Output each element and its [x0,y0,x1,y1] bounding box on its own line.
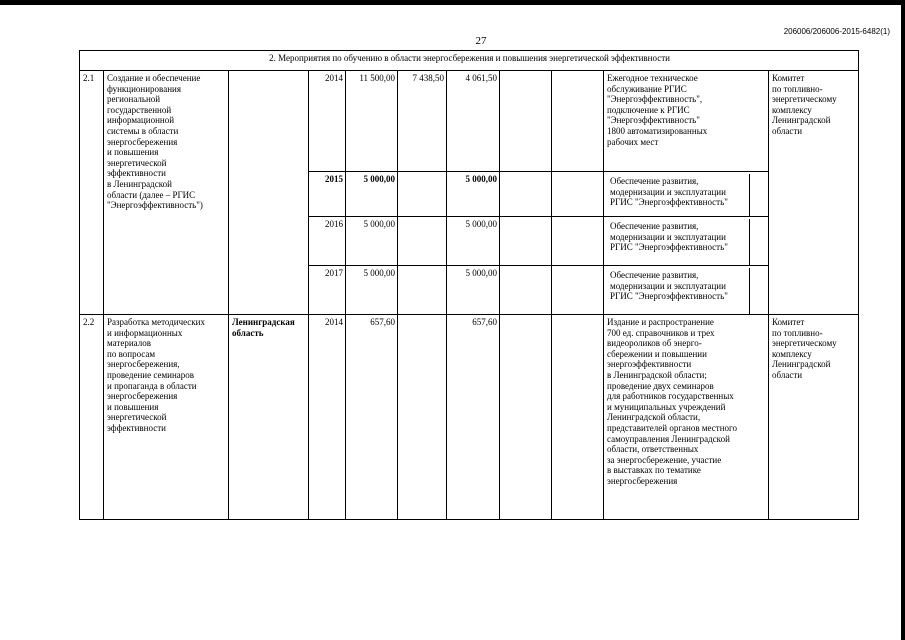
table-row [80,315,859,520]
responsible-body: Комитет по топливно- энергетическому комплексу Ленинградской области [769,315,859,520]
program-activities-table [79,50,859,520]
federal-amount: 7 438,50 [398,71,447,172]
total-amount: 657,60 [346,315,398,520]
regional-amount: 5 000,00 [447,217,500,266]
regional-amount: 5 000,00 [447,172,500,217]
expected-result-cell [604,172,769,217]
activity-name: Создание и обеспечение функционирования региональной государственной информационной системы в области энергосбережения и повышения энергетической эффективности в Ленинградской области (далее – РГИС "Энергоэффективность") [104,71,229,315]
expected-result: Ежегодное техническое обслуживание РГИС "Энергоэффективность", подключение к РГИС "Энергоэффективность" 1800 автоматизированных рабочих мест [604,71,769,172]
empty-cell [500,217,552,266]
empty-cell [500,71,552,172]
federal-amount [398,266,447,315]
section-title: 2. Мероприятия по обучению в области энергосбережения и повышения энергетической эффективности [80,51,859,71]
activity-executor [229,71,309,315]
expected-result-cell [604,217,769,266]
total-amount: 5 000,00 [346,266,398,315]
expected-result: Обеспечение развития, модернизации и эксплуатации РГИС "Энергоэффективность" [607,219,750,266]
expected-result: Издание и распространение 700 ед. справочников и трех видеороликов об энерго- сбережении и повышении энергоэффективности в Ленинградской области; проведение двух семинаров для работников государственных и муниципальных учреждений Ленинградской области, представителей органов местного самоуправления Ленинградской области, ответственных за энергосбережение, участие в выставках по тематике энергосбережения [604,315,769,520]
year-cell: 2017 [309,266,346,315]
total-amount: 5 000,00 [346,217,398,266]
empty-cell [552,217,604,266]
expected-result-cell [604,266,769,315]
activity-executor: Ленинградская область [229,315,309,520]
empty-cell [500,172,552,217]
scan-border-right [901,0,905,640]
expected-result: Обеспечение развития, модернизации и эксплуатации РГИС "Энергоэффективность" [607,174,750,217]
empty-cell [552,71,604,172]
regional-amount: 4 061,50 [447,71,500,172]
federal-amount [398,217,447,266]
empty-cell [500,315,552,520]
empty-cell [552,172,604,217]
table-row [80,71,859,172]
regional-amount: 5 000,00 [447,266,500,315]
year-cell: 2016 [309,217,346,266]
total-amount: 11 500,00 [346,71,398,172]
total-amount: 5 000,00 [346,172,398,217]
empty-cell [552,266,604,315]
page-number: 27 [475,35,487,47]
responsible-body: Комитет по топливно- энергетическому комплексу Ленинградской области [769,71,859,315]
program-table-container [79,50,859,520]
expected-result: Обеспечение развития, модернизации и эксплуатации РГИС "Энергоэффективность" [607,268,750,315]
activity-number: 2.2 [80,315,104,520]
activity-name: Разработка методических и информационных материалов по вопросам энергосбережения, проведение семинаров и пропаганда в области энергосбережения и повышения энергетической эффективности [104,315,229,520]
scan-border-top [0,0,905,5]
activity-number: 2.1 [80,71,104,315]
year-cell: 2014 [309,71,346,172]
federal-amount [398,172,447,217]
regional-amount: 657,60 [447,315,500,520]
empty-cell [552,315,604,520]
year-cell: 2014 [309,315,346,520]
empty-cell [500,266,552,315]
year-cell: 2015 [309,172,346,217]
document-id: 206006/206006-2015-6482(1) [783,27,890,36]
federal-amount [398,315,447,520]
